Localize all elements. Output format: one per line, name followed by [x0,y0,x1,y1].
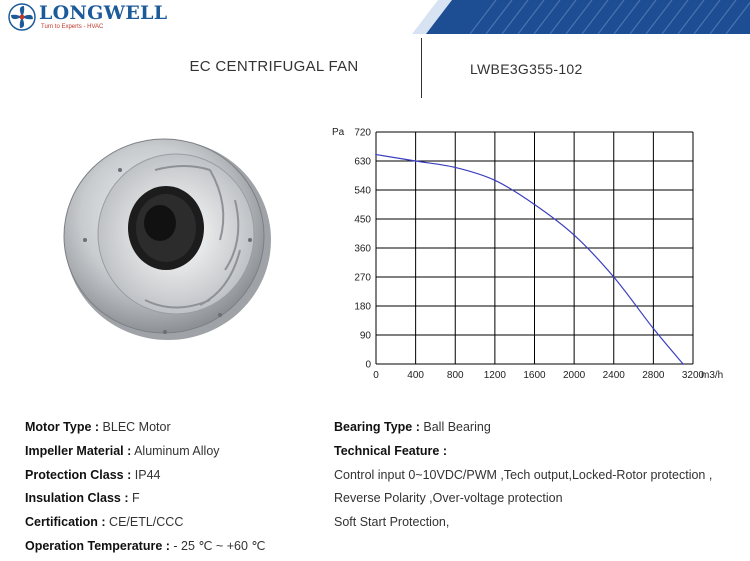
spec-label: Certification : [25,515,106,530]
y-tick-label: 450 [354,214,371,226]
spec-row [25,466,265,490]
spec-row [25,442,265,466]
specs-left [25,418,265,561]
y-tick-label: 0 [365,359,371,371]
fan-product-image [60,130,275,345]
y-tick-label: 720 [354,127,371,139]
x-tick-label: 2400 [602,370,625,381]
specs-right [334,418,712,537]
x-tick-label: 1200 [483,370,506,381]
spec-value: F [128,491,140,506]
brand-logo[interactable] [8,3,167,31]
series-line [376,155,683,364]
y-tick-label: 270 [354,272,371,284]
technical-feature-line: Control input 0~10VDC/PWM ,Tech output,Locked-Rotor protection , [334,467,713,482]
x-tick-label: 0 [373,370,379,381]
spec-label: Bearing Type : [334,420,420,434]
header-banner [0,0,750,34]
x-axis-label: m3/h [701,370,724,381]
x-tick-label: 1600 [523,370,546,381]
series-point [454,167,456,169]
series-point [652,328,654,330]
spec-label: Impeller Material : [25,443,132,458]
series-point [682,363,684,365]
spec-value: Ball Bearing [419,420,491,434]
spec-value: Aluminum Alloy [131,443,220,458]
spec-label: Insulation Class : [25,491,129,506]
series-point [494,179,496,181]
y-tick-label: 540 [354,185,371,197]
spec-row [25,489,265,513]
x-tick-label: 2000 [563,370,586,381]
series-point [573,234,575,236]
brand-name: LONGWELL [39,2,168,24]
series-point [613,276,615,278]
series-point [375,154,377,156]
spec-label: Operation Temperature : [25,538,170,553]
model-number: LWBE3G355-102 [470,61,583,77]
spec-label: Motor Type : [25,420,100,434]
y-axis-label: Pa [332,127,345,138]
brand-tagline: Turn to Experts - HVAC [41,24,104,30]
y-tick-label: 360 [354,243,371,255]
x-tick-label: 800 [446,370,464,381]
spec-value: CE/ETL/CCC [105,515,184,530]
spec-bearing [334,418,712,442]
series-point [534,204,536,206]
y-tick-label: 180 [354,301,371,313]
fan-logo-icon [8,3,36,31]
series-point [415,160,417,162]
performance-chart [325,122,745,384]
x-tick-label: 3200 [681,370,705,381]
spec-row [25,537,265,561]
technical-feature-line: Reverse Polarity ,Over-voltage protection [334,491,563,506]
spec-label: Protection Class : [25,467,132,482]
spec-row [25,513,265,537]
spec-technical-heading [334,442,712,466]
spec-label: Technical Feature : [334,443,447,458]
title-divider [421,38,422,98]
spec-value: IP44 [131,467,161,482]
y-tick-label: 90 [359,330,371,342]
x-tick-label: 2800 [642,370,665,381]
spec-row [25,418,265,442]
header-stripe-decoration [390,0,750,34]
x-tick-label: 400 [407,370,424,381]
technical-feature-line: Soft Start Protection, [334,515,450,530]
spec-value: BLEC Motor [99,420,171,434]
spec-value: - 25 ℃ ~ +60 ℃ [169,538,266,553]
y-tick-label: 630 [354,156,371,168]
product-title: EC CENTRIFUGAL FAN [189,58,359,75]
